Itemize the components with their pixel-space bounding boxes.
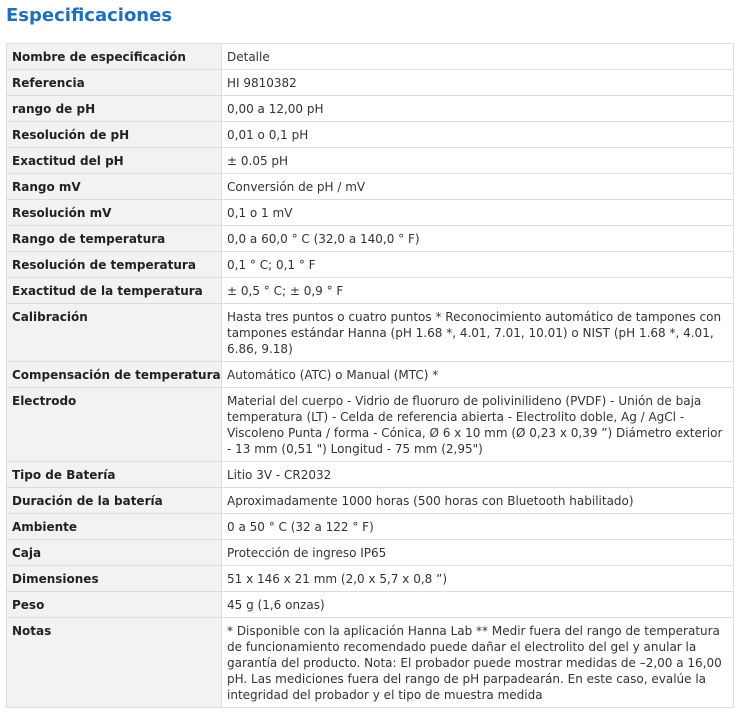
table-row xyxy=(7,304,734,362)
spec-name: Exactitud de la temperatura xyxy=(7,278,222,304)
table-row xyxy=(7,174,734,200)
spec-value: 0 a 50 ° C (32 a 122 ° F) xyxy=(222,514,734,540)
spec-name: Rango de temperatura xyxy=(7,226,222,252)
spec-value: Hasta tres puntos o cuatro puntos * Reconocimiento automático de tampones con tampones estándar Hanna (pH 1.68 *, 4.01, 7.01, 10.01) o NIST (pH 1.68 *, 4.01, 6.86, 9.18) xyxy=(222,304,734,362)
spec-name: Resolución de temperatura xyxy=(7,252,222,278)
page-title: Especificaciones xyxy=(6,5,173,26)
spec-name: Notas xyxy=(7,618,222,708)
spec-value: Litio 3V - CR2032 xyxy=(222,462,734,488)
table-row xyxy=(7,566,734,592)
spec-name: Caja xyxy=(7,540,222,566)
spec-value: Conversión de pH / mV xyxy=(222,174,734,200)
spec-value: * Disponible con la aplicación Hanna Lab ** Medir fuera del rango de temperatura de funcionamiento recomendado puede dañar el electrolito del gel y anular la garantía del producto. Nota: El probador puede mostrar medidas de –2,00 a 16,00 pH. Las mediciones fuera del rango de pH parpadearán. En este caso, evalúe la integridad del probador y el tipo de muestra medida xyxy=(222,618,734,708)
spec-value: ± 0.05 pH xyxy=(222,148,734,174)
spec-name: Ambiente xyxy=(7,514,222,540)
spec-name: Peso xyxy=(7,592,222,618)
table-row xyxy=(7,122,734,148)
spec-name: Compensación de temperatura xyxy=(7,362,222,388)
spec-name: Resolución mV xyxy=(7,200,222,226)
spec-name: rango de pH xyxy=(7,96,222,122)
table-row xyxy=(7,362,734,388)
table-row xyxy=(7,148,734,174)
spec-name: Calibración xyxy=(7,304,222,362)
spec-name: Resolución de pH xyxy=(7,122,222,148)
spec-name: Tipo de Batería xyxy=(7,462,222,488)
specifications-table xyxy=(6,43,734,708)
table-row xyxy=(7,540,734,566)
spec-value: ± 0,5 ° C; ± 0,9 ° F xyxy=(222,278,734,304)
spec-name: Duración de la batería xyxy=(7,488,222,514)
spec-value: 0,1 o 1 mV xyxy=(222,200,734,226)
spec-name: Exactitud del pH xyxy=(7,148,222,174)
table-row xyxy=(7,70,734,96)
spec-value: 0,0 a 60,0 ° C (32,0 a 140,0 ° F) xyxy=(222,226,734,252)
spec-value: Aproximadamente 1000 horas (500 horas con Bluetooth habilitado) xyxy=(222,488,734,514)
spec-name: Electrodo xyxy=(7,388,222,462)
spec-value: 0,01 o 0,1 pH xyxy=(222,122,734,148)
spec-value: Material del cuerpo - Vidrio de fluoruro de polivinilideno (PVDF) - Unión de baja temperatura (LT) - Celda de referencia abierta - Electrolito doble, Ag / AgCl - Viscoleno Punta / forma - Cónica, Ø 6 x 10 mm (Ø 0,23 x 0,39 ”) Diámetro exterior - 13 mm (0,51 ") Longitud - 75 mm (2,95") xyxy=(222,388,734,462)
header-name-cell: Nombre de especificación xyxy=(7,44,222,70)
spec-value: 0,00 a 12,00 pH xyxy=(222,96,734,122)
spec-value: Protección de ingreso IP65 xyxy=(222,540,734,566)
table-row xyxy=(7,488,734,514)
table-row xyxy=(7,278,734,304)
spec-name: Rango mV xyxy=(7,174,222,200)
spec-value: HI 9810382 xyxy=(222,70,734,96)
table-row xyxy=(7,388,734,462)
spec-value: 0,1 ° C; 0,1 ° F xyxy=(222,252,734,278)
spec-value: 45 g (1,6 onzas) xyxy=(222,592,734,618)
table-row xyxy=(7,252,734,278)
spec-name: Dimensiones xyxy=(7,566,222,592)
table-header-row xyxy=(7,44,734,70)
table-row xyxy=(7,514,734,540)
spec-value: 51 x 146 x 21 mm (2,0 x 5,7 x 0,8 ”) xyxy=(222,566,734,592)
table-row xyxy=(7,96,734,122)
header-value-cell: Detalle xyxy=(222,44,734,70)
table-row xyxy=(7,226,734,252)
table-row xyxy=(7,618,734,708)
spec-name: Referencia xyxy=(7,70,222,96)
table-row xyxy=(7,462,734,488)
table-row xyxy=(7,592,734,618)
table-row xyxy=(7,200,734,226)
spec-value: Automático (ATC) o Manual (MTC) * xyxy=(222,362,734,388)
